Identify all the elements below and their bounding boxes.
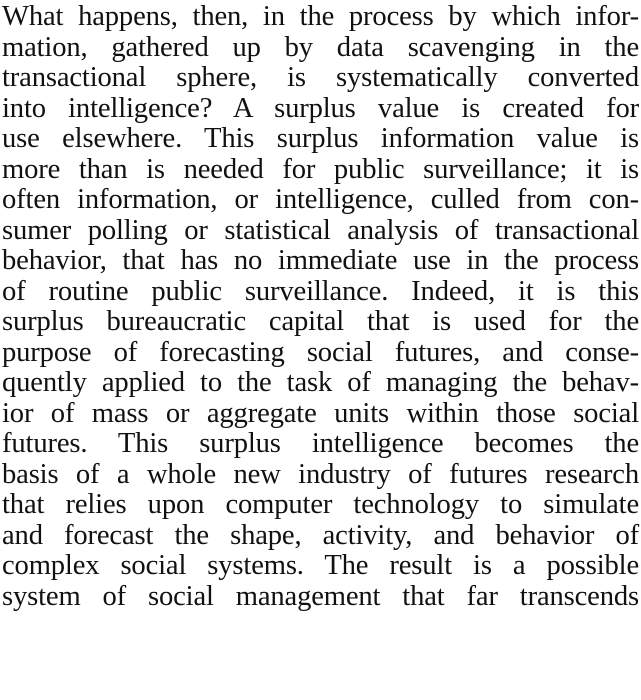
text-line: more than is needed for public surveillance; it is (2, 153, 639, 185)
text-line: transactional sphere, is systematically converted (2, 62, 639, 93)
text-line: and forecast the shape, activity, and behavior of (2, 519, 639, 551)
text-line: often information, or intelligence, culled from con- (2, 184, 639, 215)
text-line: What happens, then, in the process by which infor- (2, 1, 639, 32)
text-line: of routine public surveillance. Indeed, it is this (2, 275, 639, 307)
text-line: futures. This surplus intelligence becomes the (2, 428, 639, 459)
text-line: that relies upon computer technology to simulate (2, 489, 639, 520)
text-line: into intelligence? A surplus value is created for (2, 92, 639, 124)
document-page (2, 2, 639, 612)
text-line: basis of a whole new industry of futures research (2, 458, 639, 490)
text-line: quently applied to the task of managing the behav- (2, 367, 639, 398)
text-line: sumer polling or statistical analysis of transactional (2, 214, 639, 246)
text-line: surplus bureaucratic capital that is used for the (2, 306, 639, 337)
text-line: use elsewhere. This surplus information value is (2, 123, 639, 154)
text-line: complex social systems. The result is a possible (2, 550, 639, 581)
body-paragraph (2, 2, 639, 612)
text-line: ior of mass or aggregate units within those social (2, 397, 639, 429)
text-line: purpose of forecasting social futures, and conse- (2, 336, 639, 368)
text-line: behavior, that has no immediate use in the process (2, 245, 639, 276)
text-line: mation, gathered up by data scavenging in the (2, 31, 639, 63)
text-line: system of social management that far transcends (2, 580, 639, 612)
